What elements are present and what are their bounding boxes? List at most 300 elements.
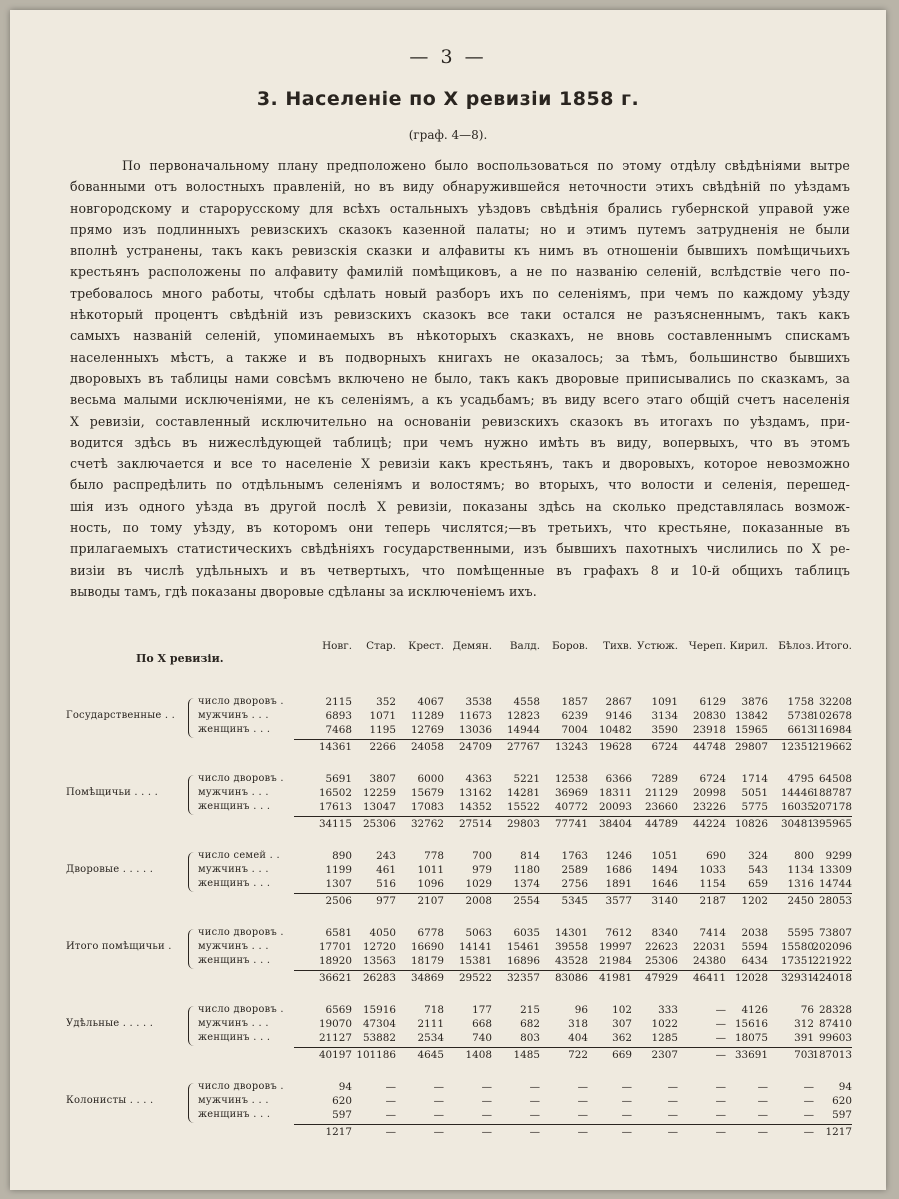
row-label: мужчинъ . . .: [198, 1095, 269, 1106]
table-cell: 682: [520, 1018, 540, 1030]
table-cell: 3134: [651, 710, 678, 722]
column-header: Демян.: [452, 640, 492, 652]
table-cell: 1029: [465, 878, 492, 890]
table-cell: 10482: [598, 724, 632, 736]
table-cell: 312: [794, 1018, 814, 1030]
table-cell: 1134: [787, 864, 814, 876]
table-cell: 17083: [410, 801, 444, 813]
table-cell: 40772: [554, 801, 588, 813]
total-cell: 5345: [561, 895, 588, 907]
table-cell: 6366: [605, 773, 632, 785]
total-cell: —: [715, 1126, 726, 1138]
table-row: [66, 927, 852, 941]
total-cell: —: [529, 1126, 540, 1138]
row-label: женщинъ . . .: [198, 1109, 271, 1120]
table-cell: —: [757, 1095, 768, 1107]
table-cell: 1494: [651, 864, 678, 876]
table-cell: 102: [612, 1004, 632, 1016]
total-cell: 669: [612, 1049, 632, 1061]
table-cell: 1285: [651, 1032, 678, 1044]
table-cell: 1763: [561, 850, 588, 862]
table-cell: 14744: [818, 878, 852, 890]
table-cell: 461: [376, 864, 396, 876]
table-cell: 14141: [458, 941, 492, 953]
table-cell: 597: [332, 1109, 352, 1121]
table-cell: 6129: [699, 696, 726, 708]
paragraph-line: счетѣ заключается и все то населеніе X ревизіи какъ крестьянъ, такъ и дворовыхъ, которое невозможно: [70, 456, 850, 472]
table-cell: 17351: [780, 955, 814, 967]
row-label: женщинъ . . .: [198, 801, 271, 812]
table-cell: 16035: [780, 801, 814, 813]
table-cell: —: [715, 1095, 726, 1107]
total-cell: 2450: [787, 895, 814, 907]
table-cell: 1180: [513, 864, 540, 876]
total-cell: 1217: [325, 1126, 352, 1138]
table-row: [66, 787, 852, 801]
group-label: Итого помѣщичьи .: [66, 941, 172, 952]
table-cell: 14281: [506, 787, 540, 799]
total-cell: 2506: [325, 895, 352, 907]
column-header: Устюж.: [637, 640, 678, 652]
table-row: [66, 773, 852, 787]
table-cell: —: [385, 1109, 396, 1121]
total-cell: 44789: [644, 818, 678, 830]
table-cell: 9146: [605, 710, 632, 722]
total-rule: [294, 816, 852, 817]
table-cell: 15461: [506, 941, 540, 953]
total-cell: 187013: [812, 1049, 852, 1061]
table-cell: 1857: [561, 696, 588, 708]
table-cell: 20998: [692, 787, 726, 799]
table-cell: 19070: [318, 1018, 352, 1030]
total-cell: 703: [794, 1049, 814, 1061]
total-cell: 1408: [465, 1049, 492, 1061]
total-cell: 27767: [506, 741, 540, 753]
table-cell: 15381: [458, 955, 492, 967]
row-label: мужчинъ . . .: [198, 787, 269, 798]
table-cell: 1316: [787, 878, 814, 890]
total-cell: 28053: [818, 895, 852, 907]
table-cell: 7414: [699, 927, 726, 939]
table-cell: 2038: [741, 927, 768, 939]
table-cell: —: [803, 1081, 814, 1093]
table-cell: 3807: [369, 773, 396, 785]
table-row: [66, 941, 852, 955]
table-cell: 24380: [692, 955, 726, 967]
table-cell: 12538: [554, 773, 588, 785]
column-header: Новг.: [322, 640, 352, 652]
table-row: [66, 1032, 852, 1046]
table-cell: 7004: [561, 724, 588, 736]
total-cell: —: [803, 1126, 814, 1138]
row-label: число семей . .: [198, 850, 280, 861]
table-cell: 16690: [410, 941, 444, 953]
table-cell: 5063: [465, 927, 492, 939]
table-cell: 25306: [644, 955, 678, 967]
table-cell: 362: [612, 1032, 632, 1044]
total-cell: 424018: [812, 972, 852, 984]
table-cell: —: [621, 1109, 632, 1121]
table-row: [66, 724, 852, 738]
total-cell: 38404: [598, 818, 632, 830]
table-cell: 43528: [554, 955, 588, 967]
paragraph-line: весьма малыми исключеніями, не къ селеніямъ, а къ усадьбамъ; въ виду всего этаго общій счетъ населенія: [70, 392, 850, 408]
table-cell: —: [577, 1109, 588, 1121]
total-cell: 12351: [780, 741, 814, 753]
table-cell: 1246: [605, 850, 632, 862]
table-cell: 94: [838, 1081, 852, 1093]
table-cell: 2867: [605, 696, 632, 708]
table-cell: 700: [472, 850, 492, 862]
total-cell: 33691: [734, 1049, 768, 1061]
table-cell: 778: [424, 850, 444, 862]
paragraph-line: прилагаемыхъ статистическихъ свѣдѣніяхъ государственными, изъ бывшихъ пахотныхъ числились по X ре-: [70, 541, 850, 557]
total-cell: 29803: [506, 818, 540, 830]
table-header: [66, 640, 852, 665]
table-cell: 404: [568, 1032, 588, 1044]
table-row: [66, 1081, 852, 1095]
total-cell: —: [577, 1126, 588, 1138]
table-row: [66, 878, 852, 892]
table-cell: 15616: [734, 1018, 768, 1030]
row-label: женщинъ . . .: [198, 878, 271, 889]
table-cell: 9299: [825, 850, 852, 862]
total-cell: 77741: [554, 818, 588, 830]
table-cell: 5691: [325, 773, 352, 785]
column-header: Тихв.: [603, 640, 632, 652]
table-cell: 15679: [410, 787, 444, 799]
total-cell: —: [621, 1126, 632, 1138]
total-cell: 1217: [825, 1126, 852, 1138]
total-cell: —: [715, 1049, 726, 1061]
table-cell: 6569: [325, 1004, 352, 1016]
table-cell: 1033: [699, 864, 726, 876]
table-cell: —: [433, 1109, 444, 1121]
table-cell: 324: [748, 850, 768, 862]
table-cell: —: [481, 1081, 492, 1093]
total-cell: —: [385, 1126, 396, 1138]
table-cell: 12823: [506, 710, 540, 722]
table-cell: 4558: [513, 696, 540, 708]
table-cell: 21127: [318, 1032, 352, 1044]
paragraph-line: было распредѣлить по отдѣльнымъ селеніямъ и волостямъ; во вторыхъ, что волости и селенія, перешед-: [70, 477, 850, 493]
total-cell: 32762: [410, 818, 444, 830]
row-label: число дворовъ .: [198, 696, 284, 707]
total-cell: 27514: [458, 818, 492, 830]
total-cell: 977: [376, 895, 396, 907]
table-cell: 6613: [787, 724, 814, 736]
table-cell: 1891: [605, 878, 632, 890]
row-label: число дворовъ .: [198, 773, 284, 784]
table-cell: 333: [658, 1004, 678, 1016]
table-cell: 4126: [741, 1004, 768, 1016]
table-cell: 1154: [699, 878, 726, 890]
table-cell: 2111: [417, 1018, 444, 1030]
table-cell: 243: [376, 850, 396, 862]
table-row: [66, 710, 852, 724]
table-cell: 13563: [362, 955, 396, 967]
table-cell: 800: [794, 850, 814, 862]
paragraph-line: ность, по тому уѣзду, въ которомъ они теперь числятся;—въ третьихъ, что крестьяне, показанные въ: [70, 520, 850, 536]
table-cell: 15580: [780, 941, 814, 953]
total-cell: 2554: [513, 895, 540, 907]
total-cell: 30481: [780, 818, 814, 830]
table-cell: 13842: [734, 710, 768, 722]
document-page: [10, 10, 886, 1190]
table-cell: 102678: [812, 710, 852, 722]
group-label: Помѣщичьи . . . .: [66, 787, 159, 798]
table-cell: 6581: [325, 927, 352, 939]
table-cell: 17701: [318, 941, 352, 953]
total-rule: [294, 970, 852, 971]
table-cell: 620: [332, 1095, 352, 1107]
paragraph-line: крестьянъ расположены по алфавиту фамилій помѣщиковъ, а не по названію селеній, вслѣдствіе чего по-: [70, 264, 850, 280]
total-cell: 3577: [605, 895, 632, 907]
table-cell: 8340: [651, 927, 678, 939]
table-cell: 116984: [812, 724, 852, 736]
table-cell: 20093: [598, 801, 632, 813]
paragraph-line: самыхъ названій селеній, упоминаемыхъ въ нѣкоторыхъ сказкахъ, не вновь составленнымъ спискамъ: [70, 328, 850, 344]
paragraph-line: водится здѣсь въ нижеслѣдующей таблицѣ; при чемъ нужно имѣть въ виду, вопервыхъ, что въ этомъ: [70, 434, 850, 450]
table-cell: 23660: [644, 801, 678, 813]
table-cell: 18075: [734, 1032, 768, 1044]
table-cell: 5738: [787, 710, 814, 722]
page-number: — 3 —: [409, 46, 487, 68]
total-rule: [294, 1124, 852, 1125]
total-cell: 44748: [692, 741, 726, 753]
table-cell: —: [667, 1081, 678, 1093]
table-cell: 690: [706, 850, 726, 862]
table-cell: 1199: [325, 864, 352, 876]
table-cell: 6778: [417, 927, 444, 939]
total-cell: 41981: [598, 972, 632, 984]
total-cell: 2307: [651, 1049, 678, 1061]
table-cell: 1307: [325, 878, 352, 890]
total-cell: 395965: [812, 818, 852, 830]
table-cell: 11289: [410, 710, 444, 722]
table-cell: 597: [832, 1109, 852, 1121]
row-label: женщинъ . . .: [198, 955, 271, 966]
table-cell: 1022: [651, 1018, 678, 1030]
total-cell: 34869: [410, 972, 444, 984]
table-cell: 5775: [741, 801, 768, 813]
total-cell: 83086: [554, 972, 588, 984]
table-cell: 1091: [651, 696, 678, 708]
total-cell: 722: [568, 1049, 588, 1061]
total-row: [66, 895, 852, 909]
table-cell: 221922: [812, 955, 852, 967]
table-cell: 6000: [417, 773, 444, 785]
table-cell: 5221: [513, 773, 540, 785]
table-cell: 659: [748, 878, 768, 890]
body-paragraph: [70, 155, 850, 602]
table-cell: 207178: [812, 801, 852, 813]
total-cell: 19628: [598, 741, 632, 753]
table-cell: 1374: [513, 878, 540, 890]
table-cell: 12259: [362, 787, 396, 799]
table-cell: 36969: [554, 787, 588, 799]
table-cell: 13036: [458, 724, 492, 736]
total-cell: 14361: [318, 741, 352, 753]
total-cell: 40197: [318, 1049, 352, 1061]
total-cell: 101186: [356, 1049, 396, 1061]
table-cell: 516: [376, 878, 396, 890]
total-cell: 32357: [506, 972, 540, 984]
table-cell: 5595: [787, 927, 814, 939]
table-cell: 4363: [465, 773, 492, 785]
table-cell: —: [803, 1109, 814, 1121]
table-cell: —: [715, 1081, 726, 1093]
table-cell: 718: [424, 1004, 444, 1016]
table-cell: 188787: [812, 787, 852, 799]
total-row: [66, 818, 852, 832]
table-cell: 202096: [812, 941, 852, 953]
table-cell: 7289: [651, 773, 678, 785]
row-label: число дворовъ .: [198, 927, 284, 938]
table-cell: —: [757, 1081, 768, 1093]
table-cell: 6239: [561, 710, 588, 722]
total-rule: [294, 739, 852, 740]
table-row: [66, 1018, 852, 1032]
table-row: [66, 1095, 852, 1109]
paragraph-line: X ревизіи, составленный исключительно на основаніи ревизскихъ сказокъ въ итогахъ по уѣздамъ, при-: [70, 413, 850, 429]
group-label: Государственные . .: [66, 710, 176, 721]
total-row: [66, 1126, 852, 1140]
table-cell: 543: [748, 864, 768, 876]
table-cell: 53882: [362, 1032, 396, 1044]
table-cell: 6035: [513, 927, 540, 939]
table-cell: —: [385, 1081, 396, 1093]
total-rule: [294, 1047, 852, 1048]
table-cell: 23226: [692, 801, 726, 813]
table-cell: 94: [338, 1081, 352, 1093]
total-cell: 34115: [318, 818, 352, 830]
total-cell: 24058: [410, 741, 444, 753]
table-cell: 352: [376, 696, 396, 708]
table-cell: —: [385, 1095, 396, 1107]
table-cell: 814: [520, 850, 540, 862]
row-label: женщинъ . . .: [198, 724, 271, 735]
table-cell: 12769: [410, 724, 444, 736]
table-cell: 6434: [741, 955, 768, 967]
table-cell: 14944: [506, 724, 540, 736]
table-cell: —: [715, 1032, 726, 1044]
table-cell: 6724: [699, 773, 726, 785]
table-cell: 391: [794, 1032, 814, 1044]
table-cell: 14446: [780, 787, 814, 799]
table-cell: 73807: [818, 927, 852, 939]
table-cell: 13309: [818, 864, 852, 876]
revision-label: По X ревизіи.: [136, 652, 224, 665]
paragraph-line: По первоначальному плану предположено было воспользоваться по этому отдѣлу свѣдѣніями вытре: [122, 158, 850, 173]
total-cell: —: [757, 1126, 768, 1138]
table-cell: 7612: [605, 927, 632, 939]
table-cell: 12720: [362, 941, 396, 953]
table-cell: —: [715, 1018, 726, 1030]
table-cell: 64508: [818, 773, 852, 785]
table-cell: —: [433, 1095, 444, 1107]
table-cell: 96: [574, 1004, 588, 1016]
table-cell: 6893: [325, 710, 352, 722]
table-cell: 20830: [692, 710, 726, 722]
section-subtitle: (граф. 4—8).: [408, 128, 488, 142]
table-cell: 22623: [644, 941, 678, 953]
paragraph-line: населенныхъ мѣстъ, а также и въ подворныхъ книгахъ не оказалось; за тѣмъ, большинство бывшихъ: [70, 349, 850, 365]
row-label: мужчинъ . . .: [198, 941, 269, 952]
table-cell: —: [757, 1109, 768, 1121]
total-cell: 46411: [692, 972, 726, 984]
table-cell: 620: [832, 1095, 852, 1107]
paragraph-line: шія изъ одного уѣзда въ другой послѣ X ревизіи, показаны здѣсь на сколько представлялась возмож-: [70, 498, 850, 514]
table-cell: —: [577, 1081, 588, 1093]
table-cell: 14301: [554, 927, 588, 939]
total-cell: 12028: [734, 972, 768, 984]
table-cell: 3590: [651, 724, 678, 736]
table-cell: —: [481, 1095, 492, 1107]
total-cell: 29522: [458, 972, 492, 984]
group-label: Удѣльные . . . . .: [66, 1018, 154, 1029]
column-header: Череп.: [688, 640, 726, 652]
table-cell: 1646: [651, 878, 678, 890]
total-cell: 10826: [734, 818, 768, 830]
table-cell: 1096: [417, 878, 444, 890]
total-cell: 26283: [362, 972, 396, 984]
table-row: [66, 955, 852, 969]
table-cell: 890: [332, 850, 352, 862]
table-cell: 15916: [362, 1004, 396, 1016]
table-cell: 3876: [741, 696, 768, 708]
table-cell: 1051: [651, 850, 678, 862]
total-cell: 13243: [554, 741, 588, 753]
table-cell: 14352: [458, 801, 492, 813]
total-rule: [294, 893, 852, 894]
total-row: [66, 741, 852, 755]
total-row: [66, 972, 852, 986]
paragraph-line: прямо изъ подлинныхъ ревизскихъ сказокъ казенной палаты; но и этимъ путемъ затрудненія не были: [70, 221, 850, 237]
table-cell: 668: [472, 1018, 492, 1030]
table-cell: 18920: [318, 955, 352, 967]
table-cell: 5594: [741, 941, 768, 953]
total-cell: 3140: [651, 895, 678, 907]
total-cell: 24709: [458, 741, 492, 753]
table-row: [66, 1109, 852, 1123]
table-cell: 76: [800, 1004, 814, 1016]
column-header: Валд.: [509, 640, 540, 652]
column-header: Стар.: [366, 640, 396, 652]
table-cell: 18311: [598, 787, 632, 799]
paragraph-line: новгородскому и старорусскому для всѣхъ остальныхъ уѣздовъ свѣдѣнія брались губернской управой уже: [70, 200, 850, 216]
total-cell: 219662: [812, 741, 852, 753]
row-label: мужчинъ . . .: [198, 710, 269, 721]
table-cell: 740: [472, 1032, 492, 1044]
total-cell: 25306: [362, 818, 396, 830]
table-cell: 99603: [818, 1032, 852, 1044]
column-header: Боров.: [552, 640, 588, 652]
table-row: [66, 864, 852, 878]
row-label: число дворовъ .: [198, 1081, 284, 1092]
table-cell: —: [667, 1109, 678, 1121]
table-cell: 11673: [458, 710, 492, 722]
table-cell: 39558: [554, 941, 588, 953]
total-cell: 2266: [369, 741, 396, 753]
total-cell: 29807: [734, 741, 768, 753]
total-cell: 4645: [417, 1049, 444, 1061]
table-cell: 1071: [369, 710, 396, 722]
table-cell: 318: [568, 1018, 588, 1030]
paragraph-line: визіи въ числѣ удѣльныхъ и въ четвертыхъ, что помѣщенные въ графахъ 8 и 10-й общихъ таблицъ: [70, 562, 850, 578]
table-row: [66, 1004, 852, 1018]
table-cell: 47304: [362, 1018, 396, 1030]
